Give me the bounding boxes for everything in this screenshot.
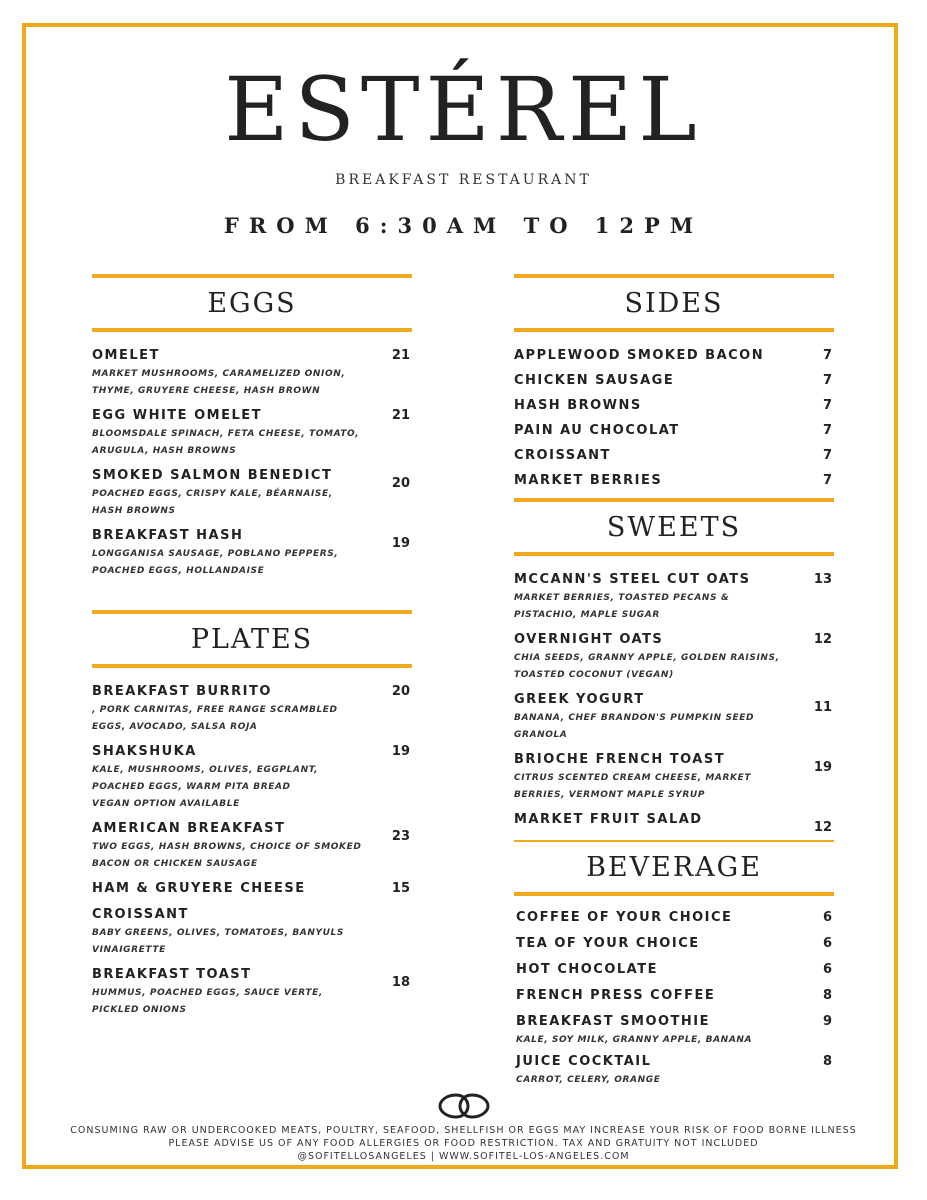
- menu-item: [516, 960, 834, 980]
- item-name: SMOKED SALMON BENEDICT: [92, 468, 333, 483]
- item-price: 6: [822, 910, 832, 925]
- item-price: 6: [822, 962, 832, 977]
- item-name: GREEK YOGURT: [514, 692, 645, 707]
- item-price: 8: [822, 988, 832, 1003]
- item-name: AMERICAN BREAKFAST: [92, 821, 286, 836]
- item-desc: , PORK CARNITAS, FREE RANGE SCRAMBLED EGGS, AVOCADO, SALSA ROJA: [92, 705, 338, 732]
- item-desc: BLOOMSDALE SPINACH, FETA CHEESE, TOMATO, ARUGULA, HASH BROWNS: [92, 429, 360, 456]
- item-price: 21: [391, 348, 410, 363]
- item-name: TEA OF YOUR CHOICE: [516, 936, 700, 951]
- menu-item: [92, 965, 412, 1019]
- menu-item: [92, 819, 412, 873]
- section-title: SWEETS: [606, 512, 742, 543]
- menu-item: [514, 750, 834, 804]
- opening-hours: FROM 6:30AM TO 12PM: [223, 213, 704, 238]
- item-name: HASH BROWNS: [514, 398, 642, 413]
- item-name: COFFEE OF YOUR CHOICE: [516, 910, 733, 925]
- item-price: 21: [391, 408, 410, 423]
- item-name: FRENCH PRESS COFFEE: [516, 988, 716, 1003]
- item-price: 13: [813, 572, 832, 587]
- item-price: 9: [822, 1014, 832, 1029]
- footer-warning: CONSUMING RAW OR UNDERCOOKED MEATS, POULTRY, SEAFOOD, SHELLFISH OR EGGS MAY INCREASE YOUR RISK OF FOOD BORNE ILLNESS: [70, 1125, 857, 1136]
- item-price: 6: [822, 936, 832, 951]
- item-note: VEGAN OPTION AVAILABLE: [92, 799, 240, 809]
- section-sweets: [514, 498, 834, 836]
- item-desc: TWO EGGS, HASH BROWNS, CHOICE OF SMOKED BACON OR CHICKEN SAUSAGE: [92, 842, 362, 869]
- item-desc: MARKET BERRIES, TOASTED PECANS & PISTACHIO, MAPLE SUGAR: [514, 593, 730, 620]
- menu-item: [92, 466, 412, 520]
- item-price: 23: [391, 829, 410, 844]
- item-price: 7: [822, 348, 832, 363]
- item-name: JUICE COCKTAIL: [516, 1054, 652, 1069]
- footer-contact: @SOFITELLOSANGELES | WWW.SOFITEL-LOS-ANGELES.COM: [297, 1151, 630, 1162]
- item-desc: HUMMUS, POACHED EGGS, SAUCE VERTE, PICKLED ONIONS: [92, 988, 323, 1015]
- item-name: MARKET FRUIT SALAD: [514, 812, 703, 827]
- item-price: 19: [391, 744, 410, 759]
- item-price: 19: [813, 760, 832, 775]
- menu-item: [92, 406, 412, 460]
- item-name: BREAKFAST TOAST: [92, 967, 252, 982]
- menu-item: [514, 690, 834, 744]
- menu-item: [516, 1052, 834, 1089]
- item-name-line2: CROISSANT: [92, 907, 189, 922]
- section-title: PLATES: [190, 624, 314, 655]
- menu-item: [516, 986, 834, 1006]
- menu-item: [514, 371, 834, 391]
- menu-item: [514, 630, 834, 684]
- item-name: CHICKEN SAUSAGE: [514, 373, 675, 388]
- menu-item: [92, 742, 412, 813]
- item-desc: MARKET MUSHROOMS, CARAMELIZED ONION, THYME, GRUYERE CHEESE, HASH BROWN: [92, 369, 346, 396]
- item-price: 12: [813, 820, 832, 835]
- section-beverage: [514, 840, 834, 1095]
- item-name: CROISSANT: [514, 448, 611, 463]
- item-name: EGG WHITE OMELET: [92, 408, 262, 423]
- menu-item: [92, 346, 412, 400]
- item-price: 7: [822, 473, 832, 488]
- menu-item: [514, 421, 834, 441]
- item-name: SHAKSHUKA: [92, 744, 197, 759]
- section-title: SIDES: [624, 288, 724, 319]
- menu-item: [516, 908, 834, 928]
- item-name: BREAKFAST HASH: [92, 528, 244, 543]
- item-price: 11: [813, 700, 832, 715]
- item-price: 8: [822, 1054, 832, 1069]
- brand-title: ESTÉREL: [224, 58, 703, 161]
- item-desc: CITRUS SCENTED CREAM CHEESE, MARKET BERRIES, VERMONT MAPLE SYRUP: [514, 773, 752, 800]
- item-price: 7: [822, 373, 832, 388]
- menu-item: [92, 526, 412, 580]
- item-name: OMELET: [92, 348, 160, 363]
- menu-item: [92, 682, 412, 736]
- item-desc: POACHED EGGS, CRISPY KALE, BÉARNAISE, HASH BROWNS: [92, 489, 333, 516]
- item-price: 18: [391, 975, 410, 990]
- item-desc: BABY GREENS, OLIVES, TOMATOES, BANYULS VINAIGRETTE: [92, 928, 344, 955]
- item-name: HAM & GRUYERE CHEESE: [92, 881, 306, 896]
- item-desc: LONGGANISA SAUSAGE, POBLANO PEPPERS, POACHED EGGS, HOLLANDAISE: [92, 549, 339, 576]
- item-name: BRIOCHE FRENCH TOAST: [514, 752, 726, 767]
- menu-item: [514, 810, 834, 835]
- footer: [0, 1124, 927, 1163]
- section-title: BEVERAGE: [586, 852, 762, 883]
- section-eggs: [92, 274, 412, 586]
- item-price: 20: [391, 684, 410, 699]
- section-title: EGGS: [207, 288, 297, 319]
- item-price: 7: [822, 398, 832, 413]
- section-sides: [514, 274, 834, 496]
- item-price: 12: [813, 632, 832, 647]
- item-price: 15: [391, 881, 410, 896]
- item-price: 7: [822, 448, 832, 463]
- menu-item: [514, 471, 834, 491]
- menu-item: [514, 570, 834, 624]
- item-desc: BANANA, CHEF BRANDON'S PUMPKIN SEED GRANOLA: [514, 713, 755, 740]
- item-price: 19: [391, 536, 410, 551]
- item-desc: KALE, SOY MILK, GRANNY APPLE, BANANA: [516, 1035, 753, 1045]
- item-name: OVERNIGHT OATS: [514, 632, 664, 647]
- menu-item: [516, 934, 834, 954]
- section-plates: [92, 610, 412, 1025]
- brand-logo-icon: [438, 1092, 490, 1120]
- item-name: APPLEWOOD SMOKED BACON: [514, 348, 765, 363]
- menu-item: [514, 346, 834, 366]
- item-name: MARKET BERRIES: [514, 473, 663, 488]
- item-desc: CHIA SEEDS, GRANNY APPLE, GOLDEN RAISINS, TOASTED COCONUT (VEGAN): [514, 653, 780, 680]
- menu-item: [514, 446, 834, 466]
- item-desc: KALE, MUSHROOMS, OLIVES, EGGPLANT, POACHED EGGS, WARM PITA BREAD: [92, 765, 319, 792]
- item-name: BREAKFAST SMOOTHIE: [516, 1014, 711, 1029]
- menu-item: [92, 879, 412, 959]
- item-desc: CARROT, CELERY, ORANGE: [516, 1075, 661, 1085]
- item-name: MCCANN'S STEEL CUT OATS: [514, 572, 751, 587]
- item-name: HOT CHOCOLATE: [516, 962, 658, 977]
- menu-item: [514, 396, 834, 416]
- item-name: PAIN AU CHOCOLAT: [514, 423, 680, 438]
- subtitle: BREAKFAST RESTAURANT: [335, 172, 592, 188]
- menu-item: [516, 1012, 834, 1049]
- item-price: 20: [391, 476, 410, 491]
- item-name: BREAKFAST BURRITO: [92, 684, 272, 699]
- item-price: 7: [822, 423, 832, 438]
- footer-allergy-note: PLEASE ADVISE US OF ANY FOOD ALLERGIES OR FOOD RESTRICTION. TAX AND GRATUITY NOT INCLUDED: [168, 1138, 759, 1149]
